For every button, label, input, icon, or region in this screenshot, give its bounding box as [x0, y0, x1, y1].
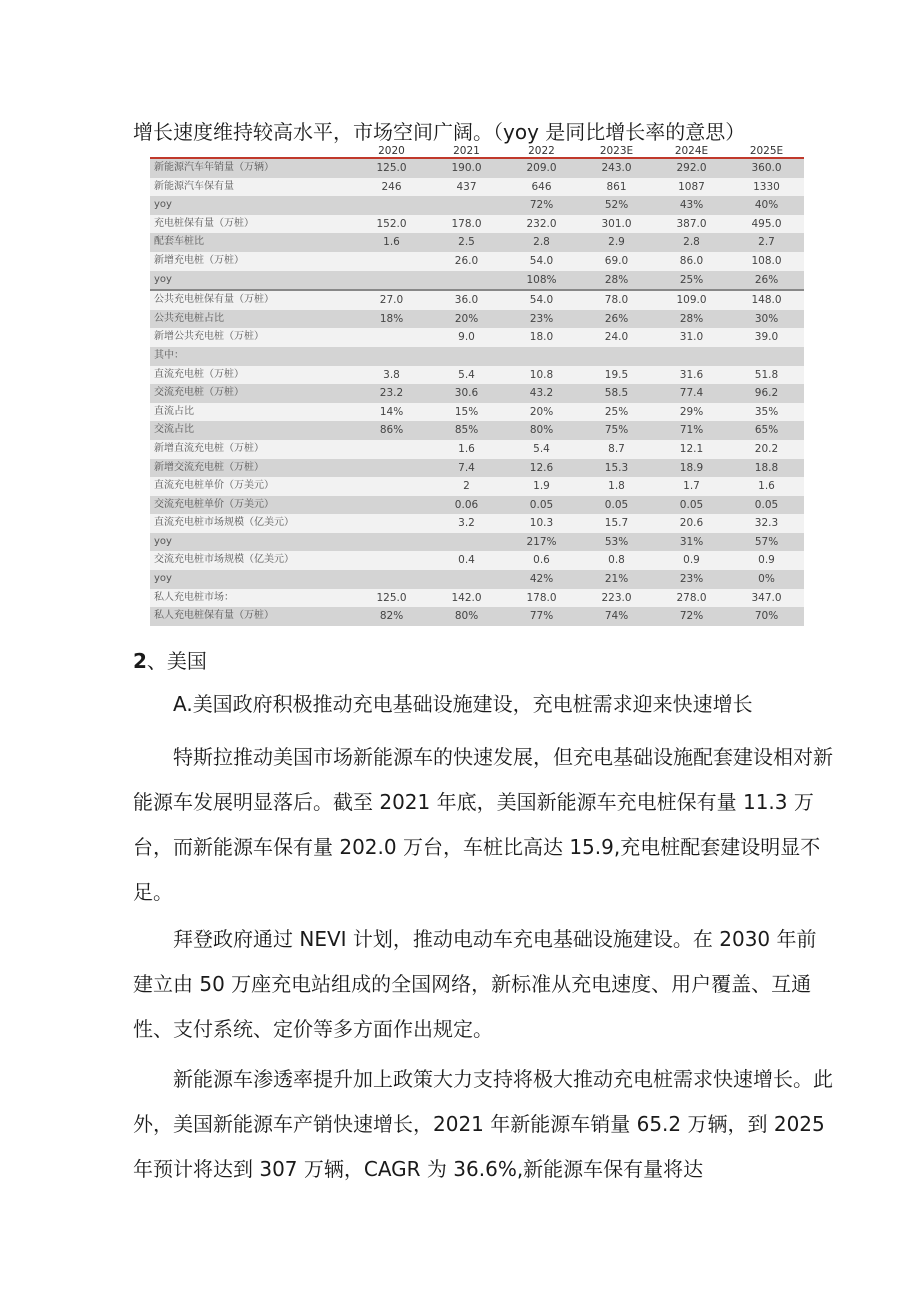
table-cell: 15.7 — [579, 514, 654, 533]
table-cell: 5.4 — [504, 440, 579, 459]
table-cell: 30% — [729, 310, 804, 329]
row-label: 私人充电桩保有量（万桩） — [150, 607, 354, 626]
table-row — [150, 215, 804, 234]
table-cell: 223.0 — [579, 589, 654, 608]
table-cell: 31.0 — [654, 328, 729, 347]
row-label: 新增直流充电桩（万桩） — [150, 440, 354, 459]
table-cell: 0.9 — [729, 551, 804, 570]
table-cell: 109.0 — [654, 290, 729, 310]
row-label: 新增充电桩（万桩） — [150, 252, 354, 271]
table-row — [150, 477, 804, 496]
table-header-row — [150, 146, 804, 158]
section-heading — [133, 647, 207, 675]
table-cell — [354, 328, 429, 347]
row-label: yoy — [150, 271, 354, 291]
row-label: 充电桩保有量（万桩） — [150, 215, 354, 234]
row-label: 新能源汽车年销量（万辆） — [150, 158, 354, 178]
table-row — [150, 607, 804, 626]
table-row — [150, 421, 804, 440]
table-row — [150, 459, 804, 478]
table-cell: 217% — [504, 533, 579, 552]
table-cell: 29% — [654, 403, 729, 422]
table-cell — [579, 347, 654, 366]
table-cell — [354, 570, 429, 589]
table-cell: 40% — [729, 196, 804, 215]
table-cell: 26% — [729, 271, 804, 291]
table-cell: 178.0 — [504, 589, 579, 608]
table-row — [150, 196, 804, 215]
intro-text: 增长速度维持较高水平，市场空间广阔。（yoy 是同比增长率的意思） — [133, 120, 746, 144]
table-cell: 646 — [504, 178, 579, 197]
table-cell: 2.5 — [429, 233, 504, 252]
table-cell: 0.05 — [579, 496, 654, 515]
table-row — [150, 440, 804, 459]
table-cell: 209.0 — [504, 158, 579, 178]
data-table-container — [150, 146, 804, 626]
table-cell: 178.0 — [429, 215, 504, 234]
row-label: 直流充电桩（万桩） — [150, 366, 354, 385]
table-cell: 125.0 — [354, 158, 429, 178]
table-cell: 82% — [354, 607, 429, 626]
table-cell: 10.8 — [504, 366, 579, 385]
table-cell: 152.0 — [354, 215, 429, 234]
column-header: 2024E — [654, 146, 729, 158]
table-row — [150, 366, 804, 385]
table-cell: 39.0 — [729, 328, 804, 347]
table-row — [150, 533, 804, 552]
table-cell: 0.6 — [504, 551, 579, 570]
table-cell: 43% — [654, 196, 729, 215]
table-cell: 15% — [429, 403, 504, 422]
table-row — [150, 290, 804, 310]
table-row — [150, 589, 804, 608]
table-row — [150, 328, 804, 347]
table-cell: 278.0 — [654, 589, 729, 608]
table-row — [150, 158, 804, 178]
table-cell — [354, 496, 429, 515]
table-cell — [354, 551, 429, 570]
table-cell: 292.0 — [654, 158, 729, 178]
table-cell: 232.0 — [504, 215, 579, 234]
table-cell: 2.8 — [654, 233, 729, 252]
row-label: 交流占比 — [150, 421, 354, 440]
table-cell: 18.8 — [729, 459, 804, 478]
table-cell: 0.9 — [654, 551, 729, 570]
table-row — [150, 271, 804, 291]
column-header: 2025E — [729, 146, 804, 158]
table-cell — [354, 514, 429, 533]
row-label: 私人充电桩市场： — [150, 589, 354, 608]
table-cell: 360.0 — [729, 158, 804, 178]
table-cell — [429, 570, 504, 589]
table-cell: 0% — [729, 570, 804, 589]
table-cell: 2 — [429, 477, 504, 496]
table-cell: 65% — [729, 421, 804, 440]
row-label: 直流充电桩单价（万美元） — [150, 477, 354, 496]
table-row — [150, 570, 804, 589]
table-cell: 70% — [729, 607, 804, 626]
table-cell — [429, 196, 504, 215]
table-cell: 19.5 — [579, 366, 654, 385]
table-cell: 26% — [579, 310, 654, 329]
table-cell: 243.0 — [579, 158, 654, 178]
row-label: 交流充电桩单价（万美元） — [150, 496, 354, 515]
column-header: 2020 — [354, 146, 429, 158]
table-cell: 20% — [429, 310, 504, 329]
table-cell: 80% — [429, 607, 504, 626]
table-cell: 0.4 — [429, 551, 504, 570]
row-label: 直流占比 — [150, 403, 354, 422]
table-row — [150, 347, 804, 366]
table-cell: 27.0 — [354, 290, 429, 310]
table-cell: 72% — [504, 196, 579, 215]
table-row — [150, 310, 804, 329]
table-cell: 0.05 — [654, 496, 729, 515]
row-label: 交流充电桩市场规模（亿美元） — [150, 551, 354, 570]
table-cell: 1.6 — [429, 440, 504, 459]
table-cell: 861 — [579, 178, 654, 197]
column-header — [150, 146, 354, 158]
paragraph-1: 特斯拉推动美国市场新能源车的快速发展，但充电基础设施配套建设相对新能源车发展明显落后。截至 2021 年底，美国新能源车充电桩保有量 11.3 万台，而新能源车保有量 202.0 万台，车桩比高达 15.9,充电桩配套建设明显不足。 — [133, 745, 833, 904]
row-label: 其中： — [150, 347, 354, 366]
table-cell: 74% — [579, 607, 654, 626]
table-cell — [354, 196, 429, 215]
table-cell: 9.0 — [429, 328, 504, 347]
table-body — [150, 158, 804, 626]
table-cell: 0.8 — [579, 551, 654, 570]
table-row — [150, 252, 804, 271]
table-cell: 23% — [504, 310, 579, 329]
row-label: 新增公共充电桩（万桩） — [150, 328, 354, 347]
table-cell: 347.0 — [729, 589, 804, 608]
table-cell: 18% — [354, 310, 429, 329]
table-cell: 86% — [354, 421, 429, 440]
table-cell: 2.8 — [504, 233, 579, 252]
table-cell: 71% — [654, 421, 729, 440]
table-row — [150, 496, 804, 515]
table-cell: 12.1 — [654, 440, 729, 459]
table-cell — [354, 533, 429, 552]
table-cell: 20.2 — [729, 440, 804, 459]
column-header: 2023E — [579, 146, 654, 158]
table-cell: 30.6 — [429, 384, 504, 403]
table-cell: 32.3 — [729, 514, 804, 533]
table-cell: 3.8 — [354, 366, 429, 385]
table-cell: 0.05 — [504, 496, 579, 515]
column-header: 2021 — [429, 146, 504, 158]
table-cell: 69.0 — [579, 252, 654, 271]
table-cell: 58.5 — [579, 384, 654, 403]
table-cell: 43.2 — [504, 384, 579, 403]
table-cell: 28% — [654, 310, 729, 329]
row-label: yoy — [150, 196, 354, 215]
table-cell: 53% — [579, 533, 654, 552]
table-cell: 31% — [654, 533, 729, 552]
row-label: yoy — [150, 533, 354, 552]
table-cell: 51.8 — [729, 366, 804, 385]
table-cell: 495.0 — [729, 215, 804, 234]
table-cell: 31.6 — [654, 366, 729, 385]
row-label: 公共充电桩保有量（万桩） — [150, 290, 354, 310]
table-row — [150, 233, 804, 252]
table-cell — [654, 347, 729, 366]
table-cell: 54.0 — [504, 252, 579, 271]
table-cell — [504, 347, 579, 366]
table-cell: 20% — [504, 403, 579, 422]
table-row — [150, 384, 804, 403]
table-cell: 78.0 — [579, 290, 654, 310]
table-cell: 437 — [429, 178, 504, 197]
charging-pile-forecast-table — [150, 146, 804, 626]
table-cell: 1.8 — [579, 477, 654, 496]
table-cell: 21% — [579, 570, 654, 589]
table-cell: 3.2 — [429, 514, 504, 533]
table-cell: 15.3 — [579, 459, 654, 478]
table-cell: 8.7 — [579, 440, 654, 459]
table-cell: 14% — [354, 403, 429, 422]
row-label: 公共充电桩占比 — [150, 310, 354, 329]
table-cell: 28% — [579, 271, 654, 291]
table-cell: 35% — [729, 403, 804, 422]
table-cell: 96.2 — [729, 384, 804, 403]
table-cell: 26.0 — [429, 252, 504, 271]
table-cell — [354, 347, 429, 366]
table-cell: 80% — [504, 421, 579, 440]
table-cell: 25% — [579, 403, 654, 422]
table-cell — [354, 271, 429, 291]
table-cell: 190.0 — [429, 158, 504, 178]
table-cell: 77.4 — [654, 384, 729, 403]
table-cell — [354, 440, 429, 459]
table-cell: 42% — [504, 570, 579, 589]
table-cell: 125.0 — [354, 589, 429, 608]
table-cell: 24.0 — [579, 328, 654, 347]
row-label: 直流充电桩市场规模（亿美元） — [150, 514, 354, 533]
table-cell: 108.0 — [729, 252, 804, 271]
table-cell: 1.6 — [729, 477, 804, 496]
table-cell: 7.4 — [429, 459, 504, 478]
table-cell: 18.0 — [504, 328, 579, 347]
table-row — [150, 403, 804, 422]
table-row — [150, 178, 804, 197]
table-cell — [354, 477, 429, 496]
table-cell — [429, 533, 504, 552]
table-row — [150, 551, 804, 570]
table-cell — [354, 459, 429, 478]
row-label: 交流充电桩（万桩） — [150, 384, 354, 403]
table-cell: 148.0 — [729, 290, 804, 310]
section-title: 、美国 — [146, 649, 207, 673]
table-cell: 20.6 — [654, 514, 729, 533]
table-cell: 54.0 — [504, 290, 579, 310]
table-cell: 77% — [504, 607, 579, 626]
paragraph-3: 新能源车渗透率提升加上政策大力支持将极大推动充电桩需求快速增长。此外，美国新能源车产销快速增长，2021 年新能源车销量 65.2 万辆，到 2025 年预计将达到 307 万辆，CAGR 为 36.6%,新能源车保有量将达 — [133, 1067, 833, 1181]
table-cell: 2.7 — [729, 233, 804, 252]
table-row — [150, 514, 804, 533]
table-cell: 23.2 — [354, 384, 429, 403]
table-cell — [429, 347, 504, 366]
table-cell: 5.4 — [429, 366, 504, 385]
subheading: A.美国政府积极推动充电基础设施建设，充电桩需求迎来快速增长 — [173, 692, 753, 716]
table-cell: 1.7 — [654, 477, 729, 496]
table-cell: 36.0 — [429, 290, 504, 310]
table-cell: 0.05 — [729, 496, 804, 515]
table-cell: 0.06 — [429, 496, 504, 515]
table-cell: 85% — [429, 421, 504, 440]
table-cell: 1.9 — [504, 477, 579, 496]
table-cell: 387.0 — [654, 215, 729, 234]
table-cell: 75% — [579, 421, 654, 440]
table-cell: 108% — [504, 271, 579, 291]
table-cell: 1087 — [654, 178, 729, 197]
table-cell: 52% — [579, 196, 654, 215]
table-cell: 18.9 — [654, 459, 729, 478]
row-label: 新增交流充电桩（万桩） — [150, 459, 354, 478]
table-cell: 142.0 — [429, 589, 504, 608]
table-cell — [354, 252, 429, 271]
table-cell — [429, 271, 504, 291]
section-number: 2 — [133, 649, 147, 673]
row-label: yoy — [150, 570, 354, 589]
table-cell — [729, 347, 804, 366]
table-cell: 86.0 — [654, 252, 729, 271]
row-label: 配套车桩比 — [150, 233, 354, 252]
table-cell: 23% — [654, 570, 729, 589]
table-cell: 72% — [654, 607, 729, 626]
table-cell: 2.9 — [579, 233, 654, 252]
row-label: 新能源汽车保有量 — [150, 178, 354, 197]
table-cell: 10.3 — [504, 514, 579, 533]
table-cell: 301.0 — [579, 215, 654, 234]
table-cell: 246 — [354, 178, 429, 197]
table-cell: 12.6 — [504, 459, 579, 478]
table-cell: 1330 — [729, 178, 804, 197]
column-header: 2022 — [504, 146, 579, 158]
table-cell: 57% — [729, 533, 804, 552]
paragraph-2: 拜登政府通过 NEVI 计划，推动电动车充电基础设施建设。在 2030 年前建立由 50 万座充电站组成的全国网络，新标准从充电速度、用户覆盖、互通性、支付系统、定价等多方面作出规定。 — [133, 927, 817, 1041]
table-cell: 25% — [654, 271, 729, 291]
table-cell: 1.6 — [354, 233, 429, 252]
